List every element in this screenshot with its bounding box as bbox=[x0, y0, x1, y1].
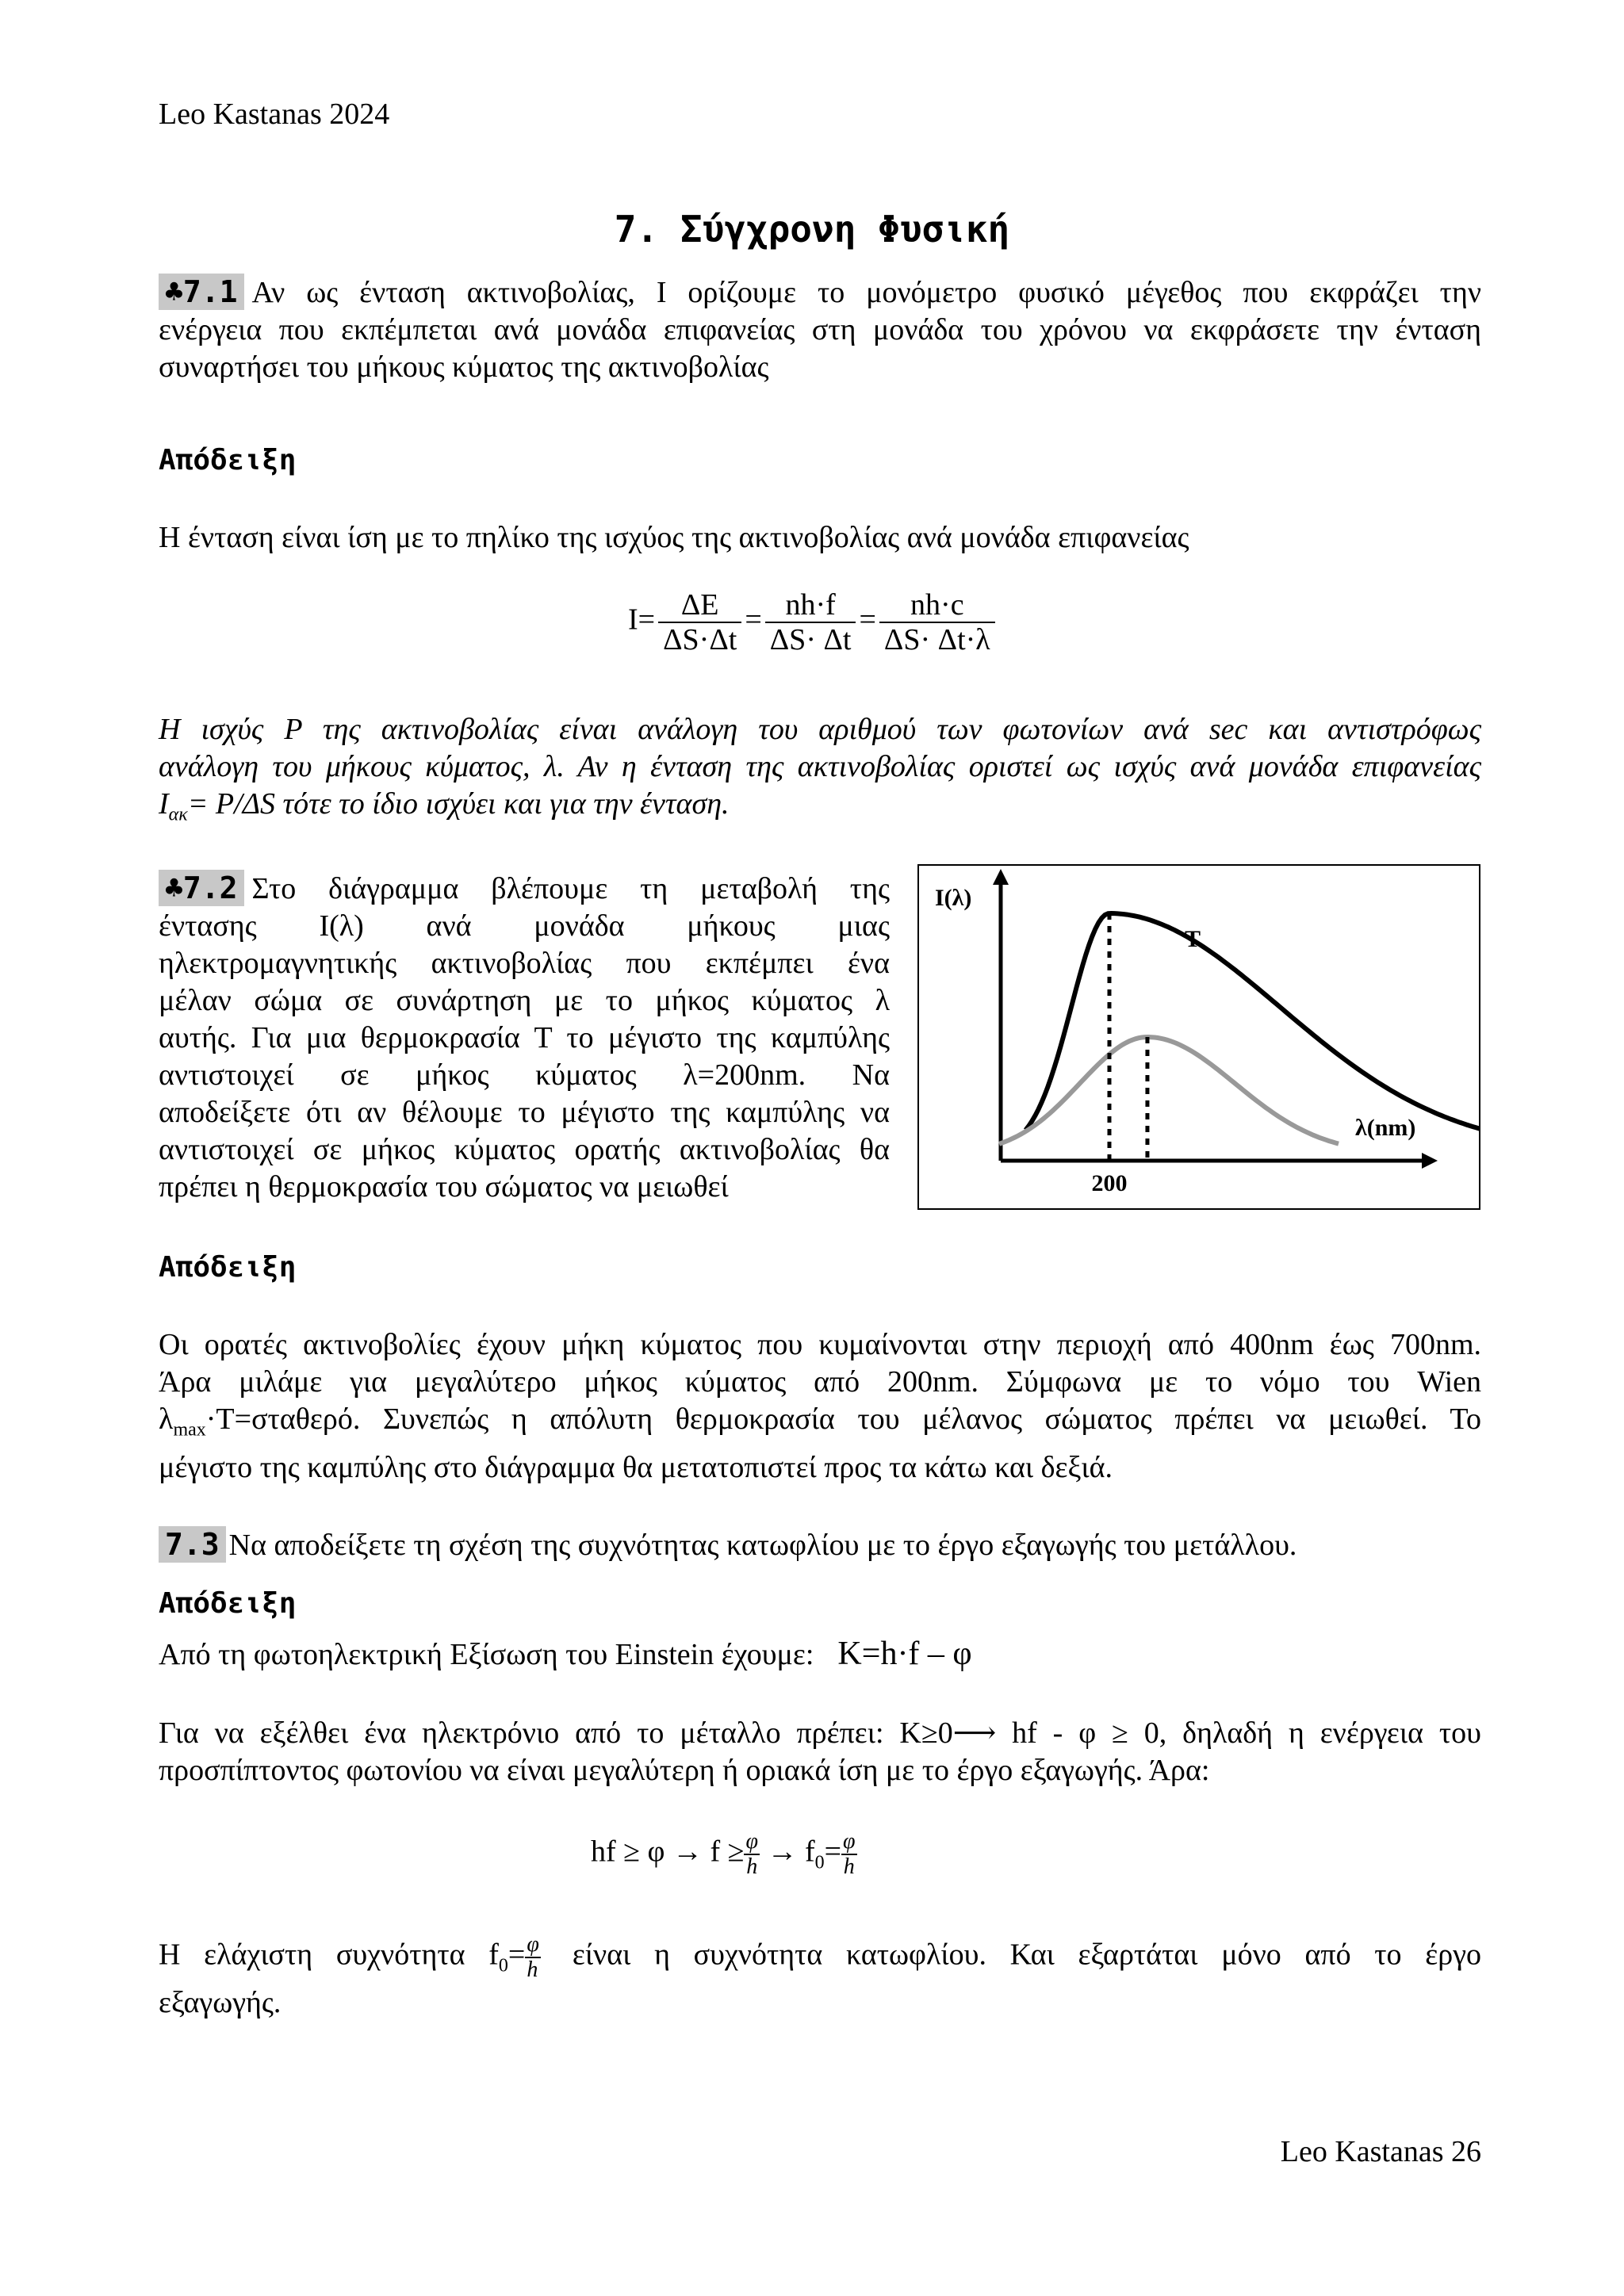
section-badge-7-1: ♣7.1 bbox=[159, 274, 244, 310]
curve-series-lower bbox=[999, 1037, 1339, 1144]
x-tick-label-200: 200 bbox=[1091, 1170, 1128, 1196]
section-badge-7-3: 7.3 bbox=[159, 1526, 226, 1563]
series-label-T: T bbox=[1185, 926, 1201, 952]
power-note: Η ισχύς P της ακτινοβολίας είναι ανάλογη του αριθμού των φωτονίων ανά sec και αντιστρόφως ανάλογη του μήκους κύματος, λ. Αν η ένταση της ακτινοβολίας οριστεί ως ισχύς ανά μονάδα επιφανείας $I_{\alpha\kappa}= P/\Delta S$ τότε το ίδιο ισχύει και για την ένταση. bbox=[159, 713, 1481, 825]
einstein-line: Από τη φωτοηλεκτρική Εξίσωση του Einstein έχουμε: K=h·f – φ bbox=[159, 1636, 972, 1672]
emission-condition: Για να εξέλθει ένα ηλεκτρόνιο από το μέταλλο πρέπει: K≥0⟶ hf - φ ≥ 0, δηλαδή η ενέργεια του προσπίπτοντος φωτονίου να είναι μεγαλύτερη ή οριακά ίση με το έργο εξαγωγής. Άρα: bbox=[159, 1716, 1481, 1787]
blackbody-chart bbox=[917, 864, 1480, 1210]
section-7-2-statement: ♣7.2 Στο διάγραμμα βλέπουμε τη μεταβολή της έντασης Ι(λ) ανά μονάδα μήκους μιας ηλεκτρομαγνητικής ακτινοβολίας που εκπέμπει ένα μέλαν σώμα σε συνάρτηση με το μήκος κύματος λ αυτής. Για μια θερμοκρασία Τ το μέγιστο της καμπύλης αντιστοιχεί σε μήκος κύματος λ=200nm. Να αποδείξετε ότι αν θέλουμε το μέγιστο της καμπύλης να αντιστοιχεί σε μήκος κύματος ορατής ακτινοβολίας θα πρέπει η θερμοκρασία του σώματος να μειωθεί bbox=[159, 871, 890, 1203]
section-7-1-statement: ♣7.1 Αν ως ένταση ακτινοβολίας, Ι ορίζουμε το μονόμετρο φυσικό μέγεθος που εκφράζει την ενέργεια που εκπέμπεται ανά μονάδα επιφανείας στη μονάδα του χρόνου να εκφράσετε την ένταση συναρτήσει του μήκους κύματος της ακτινοβολίας bbox=[159, 274, 1481, 384]
section-badge-7-2: ♣7.2 bbox=[159, 870, 244, 906]
x-axis-label: λ(nm) bbox=[1355, 1115, 1416, 1141]
section-7-3-statement: 7.3 Να αποδείξετε τη σχέση της συχνότητας κατωφλίου με το έργο εξαγωγής του μετάλλου. bbox=[159, 1526, 1297, 1564]
blackbody-chart-svg bbox=[919, 866, 1479, 1208]
page-header: Leo Kastanas 2024 bbox=[159, 98, 390, 131]
proof-heading-2: Απόδειξη bbox=[159, 1251, 297, 1284]
section-7-2-answer: Οι ορατές ακτινοβολίες έχουν μήκη κύματος που κυμαίνονται στην περιοχή από 400nm έως 700nm. Άρα μιλάμε για μεγαλύτερο μήκος κύματος από 200nm. Σύμφωνα με το νόμο του Wien $\lambda_{max}\cdot T=\sigma\tau\alpha\theta\varepsilon\rho ό$. Συνεπώς η απόλυτη θερμοκρασία του μέλανος σώματος πρέπει να μειωθεί. Το μέγιστο της καμπύλης στο διάγραμμα θα μετατοπιστεί προς τα κάτω και δεξιά. bbox=[159, 1328, 1481, 1484]
threshold-frequency-conclusion: Η ελάχιστη συχνότητα $f_0=$ $\frac{\varphi}{h}$ είναι η συχνότητα κατωφλίου. Και εξαρτάται μόνο από το έργο εξαγωγής. bbox=[159, 1932, 1481, 2020]
intensity-intro: Η ένταση είναι ίση με το πηλίκο της ισχύος της ακτινοβολίας ανά μονάδα επιφανείας bbox=[159, 521, 1189, 554]
page-footer: Leo Kastanas 26 bbox=[1280, 2135, 1481, 2168]
y-axis-label: I(λ) bbox=[935, 885, 972, 911]
proof-heading-3: Απόδειξη bbox=[159, 1587, 297, 1620]
x-axis-arrow bbox=[1422, 1153, 1438, 1169]
proof-heading-1: Απόδειξη bbox=[159, 444, 297, 476]
threshold-equation: hf ≥ φ → f ≥ $\frac{\varphi}{h}$ → $f_0=$ $\frac{\varphi}{h}$ bbox=[591, 1829, 856, 1879]
chapter-title: 7. Σύγχρονη Φυσική bbox=[614, 208, 1010, 251]
y-axis-arrow bbox=[993, 869, 1009, 885]
intensity-equation: I= $\frac{\Delta E}{\Delta S\cdot\Delta t}$ = $\frac{nh\cdot f}{\Delta S\cdot \Delta t}$ = $\frac{nh\cdot c}{\Delta S\cdot \Delta t\cdot\lambda}$ bbox=[628, 588, 998, 656]
